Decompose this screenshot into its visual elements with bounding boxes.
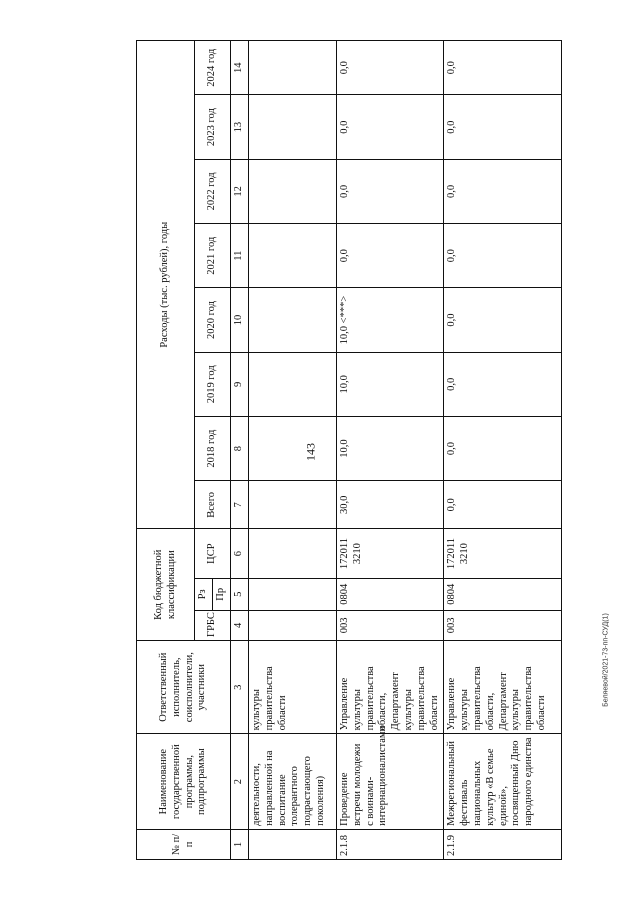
header-year: 2022 год: [195, 159, 231, 223]
row-csr: 172011 3210: [444, 529, 562, 578]
row-total: 30,0: [337, 481, 444, 529]
header-csr: ЦСР: [195, 529, 231, 578]
row-value: 0,0: [337, 159, 444, 223]
row-num: 2.1.8: [337, 829, 444, 859]
row-name: Проведение встречи молодежи с воинами-интернационалистами: [337, 734, 444, 829]
row-value: 0,0: [444, 159, 562, 223]
header-expenses: Расходы (тыс. рублей), годы: [137, 41, 195, 529]
row-rzpr: 0804: [337, 578, 444, 610]
header-num: № п/п: [137, 829, 231, 859]
header-pr: Пр: [213, 578, 231, 610]
row-value: [249, 288, 337, 352]
row-grbs: 003: [444, 610, 562, 640]
column-number: 8: [231, 416, 249, 480]
column-number: 3: [231, 640, 249, 733]
row-name: Межрегиональный фестиваль национальных культур «В семье единой», посвященный Дню народного единства: [444, 734, 562, 829]
table-row: [444, 41, 562, 860]
column-number: 4: [231, 610, 249, 640]
row-value: 0,0: [444, 41, 562, 95]
header-year: 2024 год: [195, 41, 231, 95]
row-value: [249, 41, 337, 95]
row-num: 2.1.9: [444, 829, 562, 859]
row-total: 0,0: [444, 481, 562, 529]
row-value: 0,0: [337, 41, 444, 95]
column-number: 1: [231, 829, 249, 859]
row-responsible: культуры правительства области: [249, 640, 337, 733]
header-grbs: ГРБС: [195, 610, 231, 640]
table-row: [337, 41, 444, 860]
column-number: 2: [231, 734, 249, 829]
row-rzpr: 0804: [444, 578, 562, 610]
column-number: 13: [231, 95, 249, 159]
column-number: 6: [231, 529, 249, 578]
header-budget-code: Код бюджетной классификации: [137, 529, 195, 641]
row-value: [249, 159, 337, 223]
header-year: 2023 год: [195, 95, 231, 159]
header-year: 2021 год: [195, 224, 231, 288]
row-name: деятельности, направленной на воспитание толерантного подрастающего поколения): [249, 734, 337, 829]
row-value: 0,0: [444, 224, 562, 288]
column-number: 11: [231, 224, 249, 288]
row-value: [249, 95, 337, 159]
column-number: 5: [231, 578, 249, 610]
column-number: 14: [231, 41, 249, 95]
header-total: Всего: [195, 481, 231, 529]
header-year: 2018 год: [195, 416, 231, 480]
header-rz: Рз: [195, 578, 213, 610]
row-total: [249, 481, 337, 529]
row-csr: [249, 529, 337, 578]
page-number: 143: [303, 443, 318, 461]
row-value: 0,0: [337, 95, 444, 159]
row-responsible: Управление культуры правительства области, Департамент культуры правительства области: [444, 640, 562, 733]
row-value: [249, 224, 337, 288]
row-value: 10,0: [337, 352, 444, 416]
row-responsible: Управление культуры правительства области, Департамент культуры правительства области: [337, 640, 444, 733]
document-footer: Беляевой/2021-73-пп-СУД(1): [602, 613, 610, 707]
column-number: 7: [231, 481, 249, 529]
row-csr: 172011 3210: [337, 529, 444, 578]
header-responsible: Ответственный исполнитель, соисполнители, участники: [137, 640, 231, 733]
row-value: 10,0: [337, 416, 444, 480]
column-number: 12: [231, 159, 249, 223]
header-year: 2020 год: [195, 288, 231, 352]
row-grbs: [249, 610, 337, 640]
row-value: 0,0: [444, 352, 562, 416]
row-value: 0,0: [444, 416, 562, 480]
header-year: 2019 год: [195, 352, 231, 416]
table-row: [249, 41, 337, 860]
budget-table: [136, 40, 562, 860]
row-value: 0,0: [444, 288, 562, 352]
column-number: 10: [231, 288, 249, 352]
row-value: [249, 352, 337, 416]
row-grbs: 003: [337, 610, 444, 640]
row-rzpr: [249, 578, 337, 610]
column-number: 9: [231, 352, 249, 416]
row-value: 0,0: [444, 95, 562, 159]
row-value: 10,0 <***>: [337, 288, 444, 352]
row-value: 0,0: [337, 224, 444, 288]
budget-table-container: [136, 40, 546, 860]
row-value: [249, 416, 337, 480]
row-num: [249, 829, 337, 859]
header-name: Наименование государственной программы, подпрограммы: [137, 734, 231, 829]
